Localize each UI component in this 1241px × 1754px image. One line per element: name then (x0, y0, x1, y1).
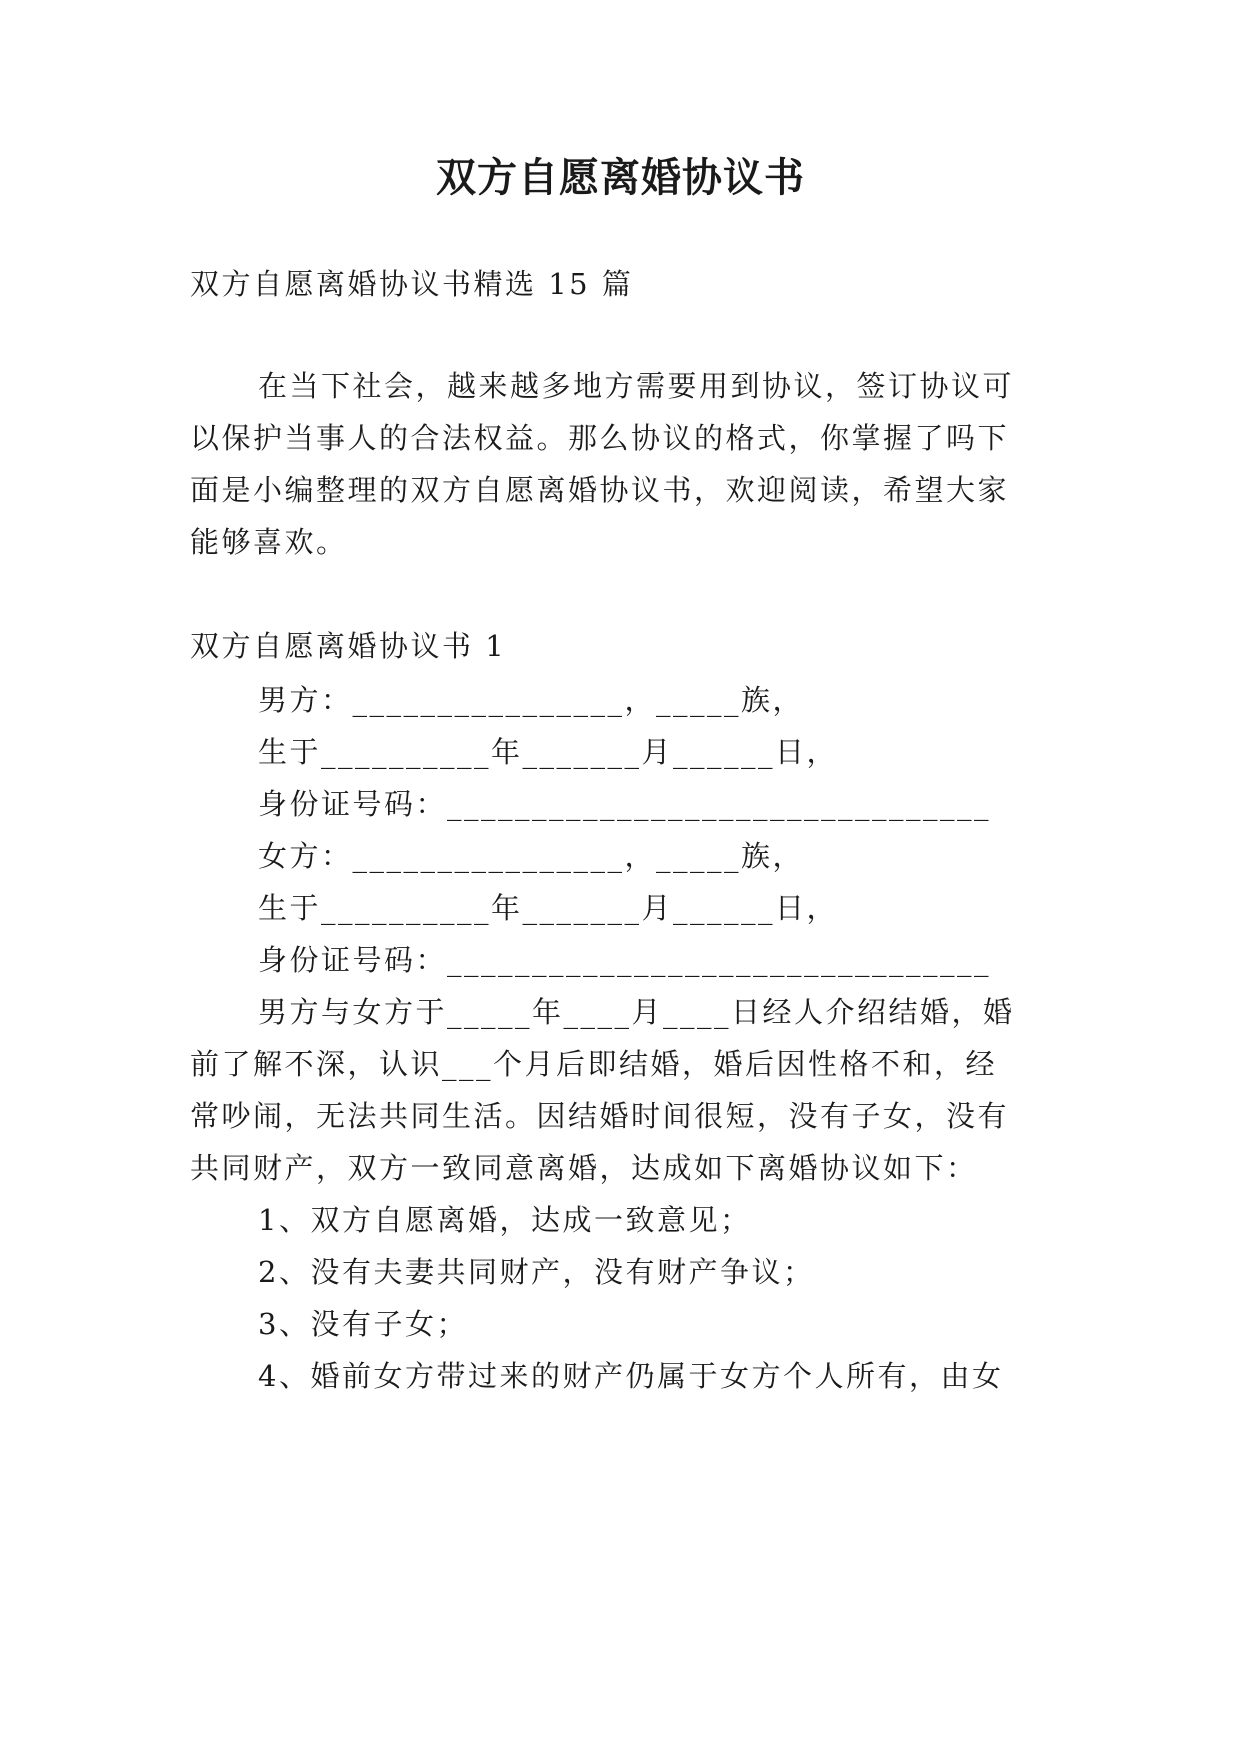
body-line-2: 前了解不深，认识___个月后即结婚，婚后因性格不和，经 (190, 1047, 998, 1081)
list-item-4: 4、婚前女方带过来的财产仍属于女方个人所有，由女 (258, 1359, 1004, 1393)
intro-line-3: 面是小编整理的双方自愿离婚协议书，欢迎阅读，希望大家 (190, 473, 1010, 507)
field-female-id: 身份证号码：________________________________ (258, 943, 992, 977)
body-line-3: 常吵闹，无法共同生活。因结婚时间很短，没有子女，没有 (190, 1099, 1010, 1133)
field-male-name: 男方：________________，_____族， (258, 683, 805, 717)
document-subtitle: 双方自愿离婚协议书精选 15 篇 (190, 267, 634, 301)
list-item-3: 3、没有子女； (258, 1307, 468, 1341)
field-female-birth: 生于__________年_______月______日， (258, 891, 839, 925)
list-item-2: 2、没有夫妻共同财产，没有财产争议； (258, 1255, 815, 1289)
intro-line-2: 以保护当事人的合法权益。那么协议的格式，你掌握了吗下 (190, 421, 1010, 455)
page-title: 双方自愿离婚协议书 (436, 154, 805, 201)
body-line-1: 男方与女方于_____年____月____日经人介绍结婚，婚 (258, 995, 1015, 1029)
intro-line-1: 在当下社会，越来越多地方需要用到协议，签订协议可 (258, 369, 1015, 403)
field-male-birth: 生于__________年_______月______日， (258, 735, 839, 769)
list-item-1: 1、双方自愿离婚，达成一致意见； (258, 1203, 752, 1237)
field-male-id: 身份证号码：________________________________ (258, 787, 992, 821)
body-line-4: 共同财产，双方一致同意离婚，达成如下离婚协议如下： (190, 1151, 978, 1185)
intro-line-4: 能够喜欢。 (190, 525, 348, 559)
section-heading: 双方自愿离婚协议书 1 (190, 629, 507, 663)
field-female-name: 女方：________________，_____族， (258, 839, 805, 873)
